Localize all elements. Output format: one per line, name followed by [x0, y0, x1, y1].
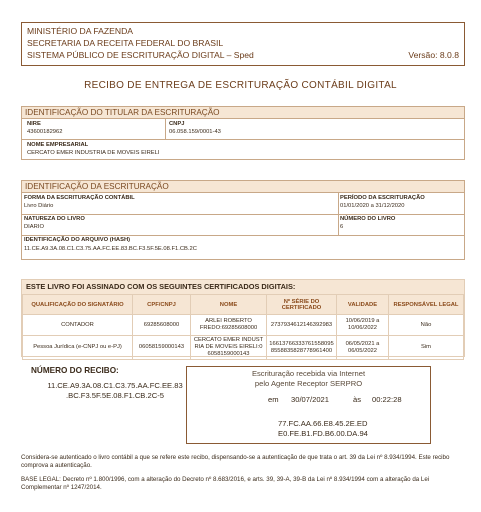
- periodo-label: PERÍODO DA ESCRITURAÇÃO: [340, 195, 425, 201]
- cnpj-value: 06.058.159/0001-43: [169, 129, 221, 135]
- recibo-line2: .BC.F3.5F.5E.08.F1.CB.2C-5: [66, 391, 164, 400]
- certificados-table: [22, 294, 464, 360]
- nire-value: 43600182962: [27, 129, 63, 135]
- periodo-value: 01/01/2020 a 31/12/2020: [340, 203, 405, 209]
- col-qualificacao: QUALIFICAÇÃO DO SIGNATÁRIO: [23, 295, 133, 315]
- titular-section: [21, 106, 465, 160]
- escrituracao-heading: IDENTIFICAÇÃO DA ESCRITURAÇÃO: [22, 181, 464, 193]
- cell-validade: 10/06/2019 a 10/06/2022: [337, 315, 389, 336]
- recebida-line1: Escrituração recebida via Internet: [251, 369, 366, 378]
- table-header-row: [23, 295, 464, 315]
- recibo-label: NÚMERO DO RECIBO:: [31, 366, 119, 375]
- titular-heading: IDENTIFICAÇÃO DO TITULAR DA ESCRITURAÇÃO: [22, 107, 464, 119]
- version-label: Versão: 8.0.8: [408, 50, 459, 60]
- natureza-value: DIARIO: [24, 224, 44, 230]
- recebida-code2: E0.FE.B1.FD.B6.00.DA.94: [278, 429, 368, 438]
- col-responsavel: RESPONSÁVEL LEGAL: [389, 295, 464, 315]
- secretariat-name: SECRETARIA DA RECEITA FEDERAL DO BRASIL: [27, 38, 224, 48]
- header-box: [21, 22, 465, 66]
- numero-value: 6: [340, 224, 344, 230]
- recebida-date: 30/07/2021: [291, 395, 330, 404]
- recebida-code1: 77.FC.AA.66.E8.45.2E.ED: [278, 419, 368, 428]
- table-row: [23, 336, 464, 360]
- cell-cpf: 69285608000: [133, 315, 191, 336]
- em-label: em: [268, 395, 279, 404]
- cell-nome: ARLEI ROBERTO FREDO:69285608000: [191, 315, 267, 336]
- nire-label: NIRE: [27, 121, 41, 127]
- recebida-code: [278, 419, 368, 439]
- escrituracao-section: [21, 180, 465, 260]
- hash-value: 11.CE.A9.3A.08.C1.C3.75.AA.FC.EE.83.BC.F3.5F.5E.08.F1.CB.2C: [24, 246, 197, 252]
- cell-responsavel: Sim: [389, 336, 464, 360]
- col-validade: VALIDADE: [337, 295, 389, 315]
- natureza-label: NATUREZA DO LIVRO: [24, 216, 85, 222]
- cell-responsavel: Não: [389, 315, 464, 336]
- recibo-line1: 11.CE.A9.3A.08.C1.C3.75.AA.FC.EE.83: [47, 381, 183, 390]
- page-title: RECIBO DE ENTREGA DE ESCRITURAÇÃO CONTÁBIL DIGITAL: [84, 80, 397, 91]
- col-serie: Nº SÉRIE DO CERTIFICADO: [267, 295, 337, 315]
- forma-label: FORMA DA ESCRITURAÇÃO CONTÁBIL: [24, 195, 135, 201]
- certificados-heading: ESTE LIVRO FOI ASSINADO COM OS SEGUINTES CERTIFICADOS DIGITAIS:: [22, 280, 464, 294]
- cnpj-label: CNPJ: [169, 121, 185, 127]
- forma-value: Livro Diário: [24, 203, 54, 209]
- footer-authentication: Considera-se autenticado o livro contábil a que se refere este recibo, dispensando-se a autenticação de que trata o art. 39 da Lei nº 8.934/1994. Este recibo comprova a autenticação.: [21, 454, 450, 469]
- as-label: às: [353, 395, 362, 404]
- col-cpf: CPF/CNPJ: [133, 295, 191, 315]
- col-nome: NOME: [191, 295, 267, 315]
- hash-label: IDENTIFICAÇÃO DO ARQUIVO (HASH): [24, 237, 131, 243]
- recebida-box: [186, 366, 431, 444]
- recebida-time: 00:22:28: [372, 395, 402, 404]
- numero-label: NÚMERO DO LIVRO: [340, 216, 396, 222]
- footer-legal-basis: BASE LEGAL: Decreto nº 1.800/1996, com a alteração do Decreto nº 8.683/2016, e arts. 39, 39-A, 39-B da Lei nº 8.934/1994 com a alteração da Lei Complementar nº 1247/2014.: [21, 476, 430, 491]
- cell-serie: 2737934612146392983: [267, 315, 337, 336]
- table-row: [23, 315, 464, 336]
- recebida-line2: pelo Agente Receptor SERPRO: [254, 379, 363, 388]
- nome-value: CERCATO EMER INDUSTRIA DE MOVEIS EIRELI: [27, 150, 160, 156]
- cell-serie: 166137663337615580958558835828778961400: [267, 336, 337, 360]
- cell-qualificacao: Pessoa Jurídica (e-CNPJ ou e-PJ): [23, 336, 133, 360]
- nome-label: NOME EMPRESARIAL: [27, 142, 89, 148]
- ministry-name: MINISTÉRIO DA FAZENDA: [27, 26, 134, 36]
- system-name: SISTEMA PÚBLICO DE ESCRITURAÇÃO DIGITAL – Sped: [27, 50, 254, 60]
- certificados-section: [21, 279, 465, 357]
- cell-cpf: 06058159000143: [133, 336, 191, 360]
- cell-qualificacao: CONTADOR: [23, 315, 133, 336]
- recibo-number: [20, 381, 210, 401]
- cell-nome: CERCATO EMER INDUSTRIA DE MOVEIS EIRELI:06058159000143: [191, 336, 267, 360]
- cell-validade: 06/05/2021 a 06/05/2022: [337, 336, 389, 360]
